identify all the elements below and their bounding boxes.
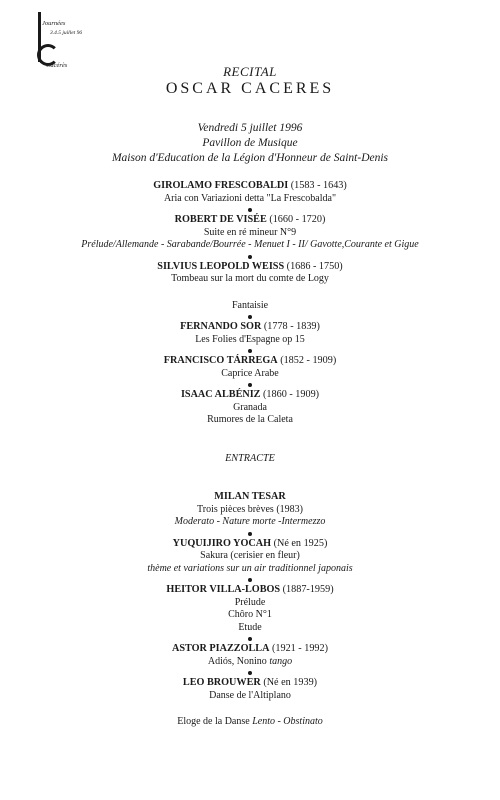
composer-dates: (1887-1959) <box>282 584 334 595</box>
logo-text-caceres: Cacérès <box>46 62 68 69</box>
work-title: Eloge de la Danse <box>177 716 250 727</box>
entracte-label: ENTRACTE <box>225 452 275 464</box>
work-title: Fantaisie <box>231 299 269 311</box>
work-title: Etude <box>238 621 262 633</box>
work-movements: Prélude/Allemande - Sarabande/Bourrée - Menuet I - II/ Gavotte,Courante et Gigue <box>81 239 419 250</box>
composer-dates: (1778 - 1839) <box>263 321 320 332</box>
work-tempo: Lento - Obstinato <box>252 716 323 727</box>
separator-dot <box>248 671 252 675</box>
concert-institution: Maison d'Education de la Légion d'Honneur de Saint-Denis <box>111 152 389 164</box>
composer-dates: (Né en 1939) <box>263 677 318 688</box>
composer-name: FRANCISCO TÁRREGA <box>163 355 278 366</box>
program <box>0 180 500 729</box>
concert-date: Vendredi 5 juillet 1996 <box>197 122 303 134</box>
work-title: Suite en ré mineur N°9 <box>203 226 297 238</box>
program-item-sor <box>0 321 500 346</box>
work-title: Aria con Variazioni detta "La Frescobalda" <box>163 192 337 204</box>
composer-name: MILAN TESAR <box>214 491 286 502</box>
work-title: Les Folies d'Espagne op 15 <box>195 333 305 345</box>
performer-title: OSCAR CACERES <box>165 80 335 97</box>
separator-dot <box>248 208 252 212</box>
composer-dates: (1852 - 1909) <box>280 355 337 366</box>
program-item-visee <box>0 214 500 252</box>
logo-text-dates: 3.4.5 juillet 96 <box>50 30 83 36</box>
work-title: Trois pièces brèves (1983) <box>196 503 303 515</box>
recital-label: RECITAL <box>223 64 277 79</box>
composer-name: ISAAC ALBÉNIZ <box>180 389 261 400</box>
work-title: Caprice Arabe <box>221 367 279 379</box>
program-item-tarrega <box>0 355 500 380</box>
composer-name: ROBERT DE VISÉE <box>174 214 267 225</box>
composer-dates: (1686 - 1750) <box>286 260 343 272</box>
work-title: Danse de l'Altiplano <box>209 689 291 701</box>
separator-dot <box>248 637 252 641</box>
work-title: Rumores de la Caleta <box>207 414 293 425</box>
composer-name: SILVIUS LEOPOLD WEISS <box>157 260 285 272</box>
program-item-brouwer <box>0 677 500 729</box>
composer-name: HEITOR VILLA-LOBOS <box>166 584 281 595</box>
composer-dates: (1583 - 1643) <box>290 180 347 191</box>
composer-dates: (1860 - 1909) <box>263 389 320 400</box>
program-item-villalobos <box>0 584 500 634</box>
separator-dot <box>248 255 252 259</box>
program-item-albeniz <box>0 389 500 427</box>
composer-dates: (1921 - 1992) <box>271 643 329 654</box>
separator-dot <box>248 383 252 387</box>
work-title: Granada <box>233 401 267 413</box>
separator-dot <box>248 349 252 353</box>
work-style: tango <box>269 655 293 667</box>
program-item-yocah <box>0 538 500 576</box>
composer-dates: (1660 - 1720) <box>269 214 326 225</box>
composer-name: ASTOR PIAZZOLLA <box>171 643 270 654</box>
work-title: Tombeau sur la mort du comte de Logy <box>171 273 329 284</box>
work-title: Adiós, Nonino <box>207 655 267 667</box>
composer-name: LEO BROUWER <box>182 677 261 688</box>
composer-name: YUQUIJIRO YOCAH <box>172 537 272 549</box>
work-title: Sakura (cerisier en fleur) <box>200 550 300 561</box>
program-item-frescobaldi <box>0 180 500 205</box>
work-movements: Moderato - Nature morte -Intermezzo <box>174 516 326 527</box>
composer-name: GIROLAMO FRESCOBALDI <box>153 180 289 191</box>
concert-place: Pavillon de Musique <box>202 137 298 149</box>
logo-text-journees: Journées <box>42 20 66 27</box>
program-item-tesar <box>0 491 500 529</box>
separator-dot <box>248 315 252 319</box>
work-title: Chôro N°1 <box>228 609 272 620</box>
composer-dates: (Né en 1925) <box>273 537 328 549</box>
program-item-piazzolla <box>0 643 500 668</box>
venue-block <box>0 121 500 166</box>
work-title: Prélude <box>234 596 266 608</box>
separator-dot <box>248 578 252 582</box>
composer-name: FERNANDO SOR <box>180 321 262 332</box>
work-movements: thème et variations sur un air traditionnel japonais <box>147 562 353 574</box>
program-item-weiss <box>0 261 500 313</box>
separator-dot <box>248 532 252 536</box>
